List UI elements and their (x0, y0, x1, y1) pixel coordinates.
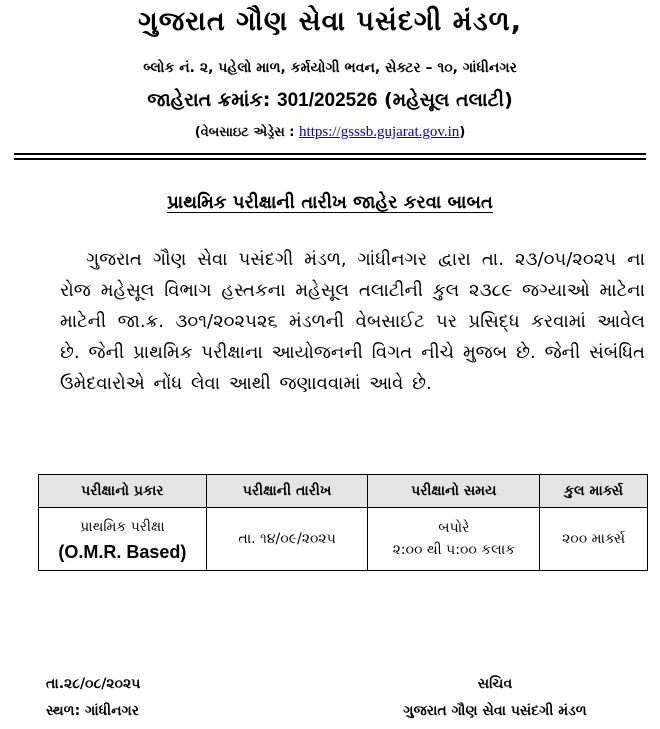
advertisement-number-line (0, 89, 660, 112)
header-divider (14, 153, 646, 160)
cell-exam-time (368, 508, 540, 571)
ad-number: 301/202526 (277, 90, 378, 111)
notice-place: સ્થળ: ગાંધીનગર (46, 703, 140, 719)
subject-text: પ્રાથમિક પરીક્ષાની તારીખ જાહેર કરવા બાબત (167, 192, 493, 213)
header-exam-date: પરીક્ષાની તારીખ (206, 475, 368, 508)
cell-exam-type (39, 508, 207, 571)
header-total-marks: કુલ માર્ક્સ (540, 475, 648, 508)
ad-post: (મહેસૂલ તલાટી) (384, 89, 513, 111)
office-address: બ્લોક નં. ૨, પહેલો માળ, કર્મયોગી ભવન, સેક્ટર – ૧૦, ગાંધીનગર (143, 60, 517, 76)
website-line (0, 124, 660, 141)
header-exam-time: પરીક્ષાનો સમય (368, 475, 540, 508)
ad-label: જાહેરાત ક્રમાંક: (147, 89, 271, 111)
cell-total-marks: ૨૦૦ માર્ક્સ (540, 508, 648, 571)
cell-exam-date: તા. ૧૪/૦૯/૨૦૨૫ (206, 508, 368, 571)
signatory-org: ગુજરાત ગૌણ સેવા પસંદગી મંડળ (403, 703, 587, 719)
exam-schedule-table (38, 474, 648, 571)
website-link[interactable]: https://gsssb.gujarat.gov.in (299, 124, 460, 140)
website-label: (વેબસાઇટ એડ્રેસ : (194, 125, 295, 140)
header-exam-type: પરીક્ષાનો પ્રકાર (39, 475, 207, 508)
website-close: ) (459, 125, 466, 140)
notice-body (60, 244, 645, 399)
time-session: બપોરે (438, 520, 470, 536)
notice-body-text: ગુજરાત ગૌણ સેવા પસંદગી મંડળ, ગાંધીનગર દ્વારા તા. ૨૩/૦૫/૨૦૨૫ ના રોજ મહેસૂલ વિભાગ હસ્તકના મહેસૂલ તલાટીની કુલ ૨૩૮૯ જગ્યાઓ માટેના માટેની જા.ક્ર. ૩૦૧/૨૦૨૫૨૬ મંડળની વેબસાઈટ પર પ્રસિદ્ધ કરવામાં આવેલ છે. જેની પ્રાથમિક પરીક્ષાના આયોજનની વિગત નીચે મુજબ છે. જેની સંબંધિત ઉમેદવારોએ નોંધ લેવા આથી જણાવવામાં આવે છે. (60, 249, 645, 394)
notice-date: તા.૨૮/૦૮/૨૦૨૫ (46, 676, 141, 692)
exam-mode: (O.M.R. Based) (58, 541, 187, 562)
table-row (39, 508, 648, 571)
table-header-row (39, 475, 648, 508)
signatory-title: સચિવ (477, 676, 513, 692)
time-range: ૨:૦૦ થી ૫:૦૦ કલાક (392, 542, 516, 558)
exam-type: પ્રાથમિક પરીક્ષા (80, 518, 165, 535)
subject-heading (0, 192, 660, 213)
org-name: ગુજરાત ગૌણ સેવા પસંદગી મંડળ, (138, 6, 522, 37)
